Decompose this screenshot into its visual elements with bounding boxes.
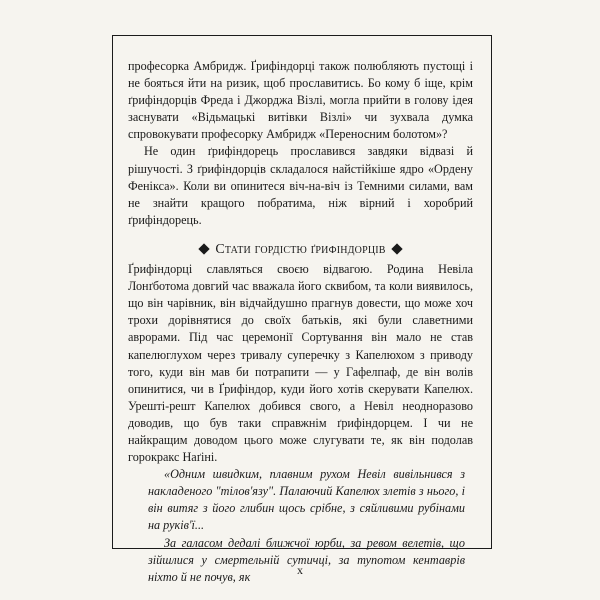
quote-paragraph: За галасом дедалі ближчої юрби, за ревом велетів, що зійшлися у смертельній сутичці, за тупотом кентаврів ніхто й не почув, як [148, 535, 465, 584]
quote-paragraph: «Одним швидким, плавним рухом Невіл вивільнився з накладеного "тілов'язу". Палаючий Капелюх злетів з нього, і він витяг з його глибин щось срібне, з сяйливими рубінами на руків'ї... [148, 467, 465, 533]
page-text-block [128, 58, 473, 586]
section-heading [128, 241, 473, 258]
diamond-ornament-icon [391, 244, 402, 255]
section-heading-text: Стати гордістю ґрифіндорців [215, 241, 386, 257]
paragraph-continued: професорка Амбридж. Ґрифіндорці також полюбляють пустощі і не бояться йти на ризик, щоб прославитись. Бо кому б іще, крім ґрифіндорців Фреда і Джорджа Візлі, могла прийти в голову ідея заснувати «Відьмацькі витівки Візлі» чи зухвала думка спровокувати професорку Амбридж «Переносним болотом»? [128, 59, 473, 142]
paragraph-neville: Ґрифіндорці славляться своєю відвагою. Родина Невіла Лонґботома довгий час вважала його сквибом, та коли виявилось, що він чарівник, він відчайдушно прагнув довести, що може хоч трохи дорівнятися до своїх батьків, які були славетними аврорами. Під час церемонії Сортування він мало не став капелюглухом через тривалу суперечку з Капелюхом з приводу того, куди він мав би потрапити — у Гафелпаф, де він волів опинитися, чи в Ґрифіндор, куди його хотів скерувати Капелюх. Урешті-решт Капелюх добився свого, а Невіл неодноразово доводив, що був таки справжнім ґрифіндорцем. І чи не найкращим доводом цього може слугувати те, як він подолав горокракс Наґіні. [128, 262, 473, 465]
paragraph-bravery: Не один ґрифіндорець прославився завдяки відвазі й рішучості. З ґрифіндорців складалося найстійкіше ядро «Ордену Фенікса». Коли ви опинитеся віч-на-віч із Темними силами, вам не знайти кращого побратима, ніж вірний і хоробрий ґрифіндорець. [128, 144, 473, 227]
diamond-ornament-icon [199, 244, 210, 255]
page-number: x [297, 563, 303, 577]
